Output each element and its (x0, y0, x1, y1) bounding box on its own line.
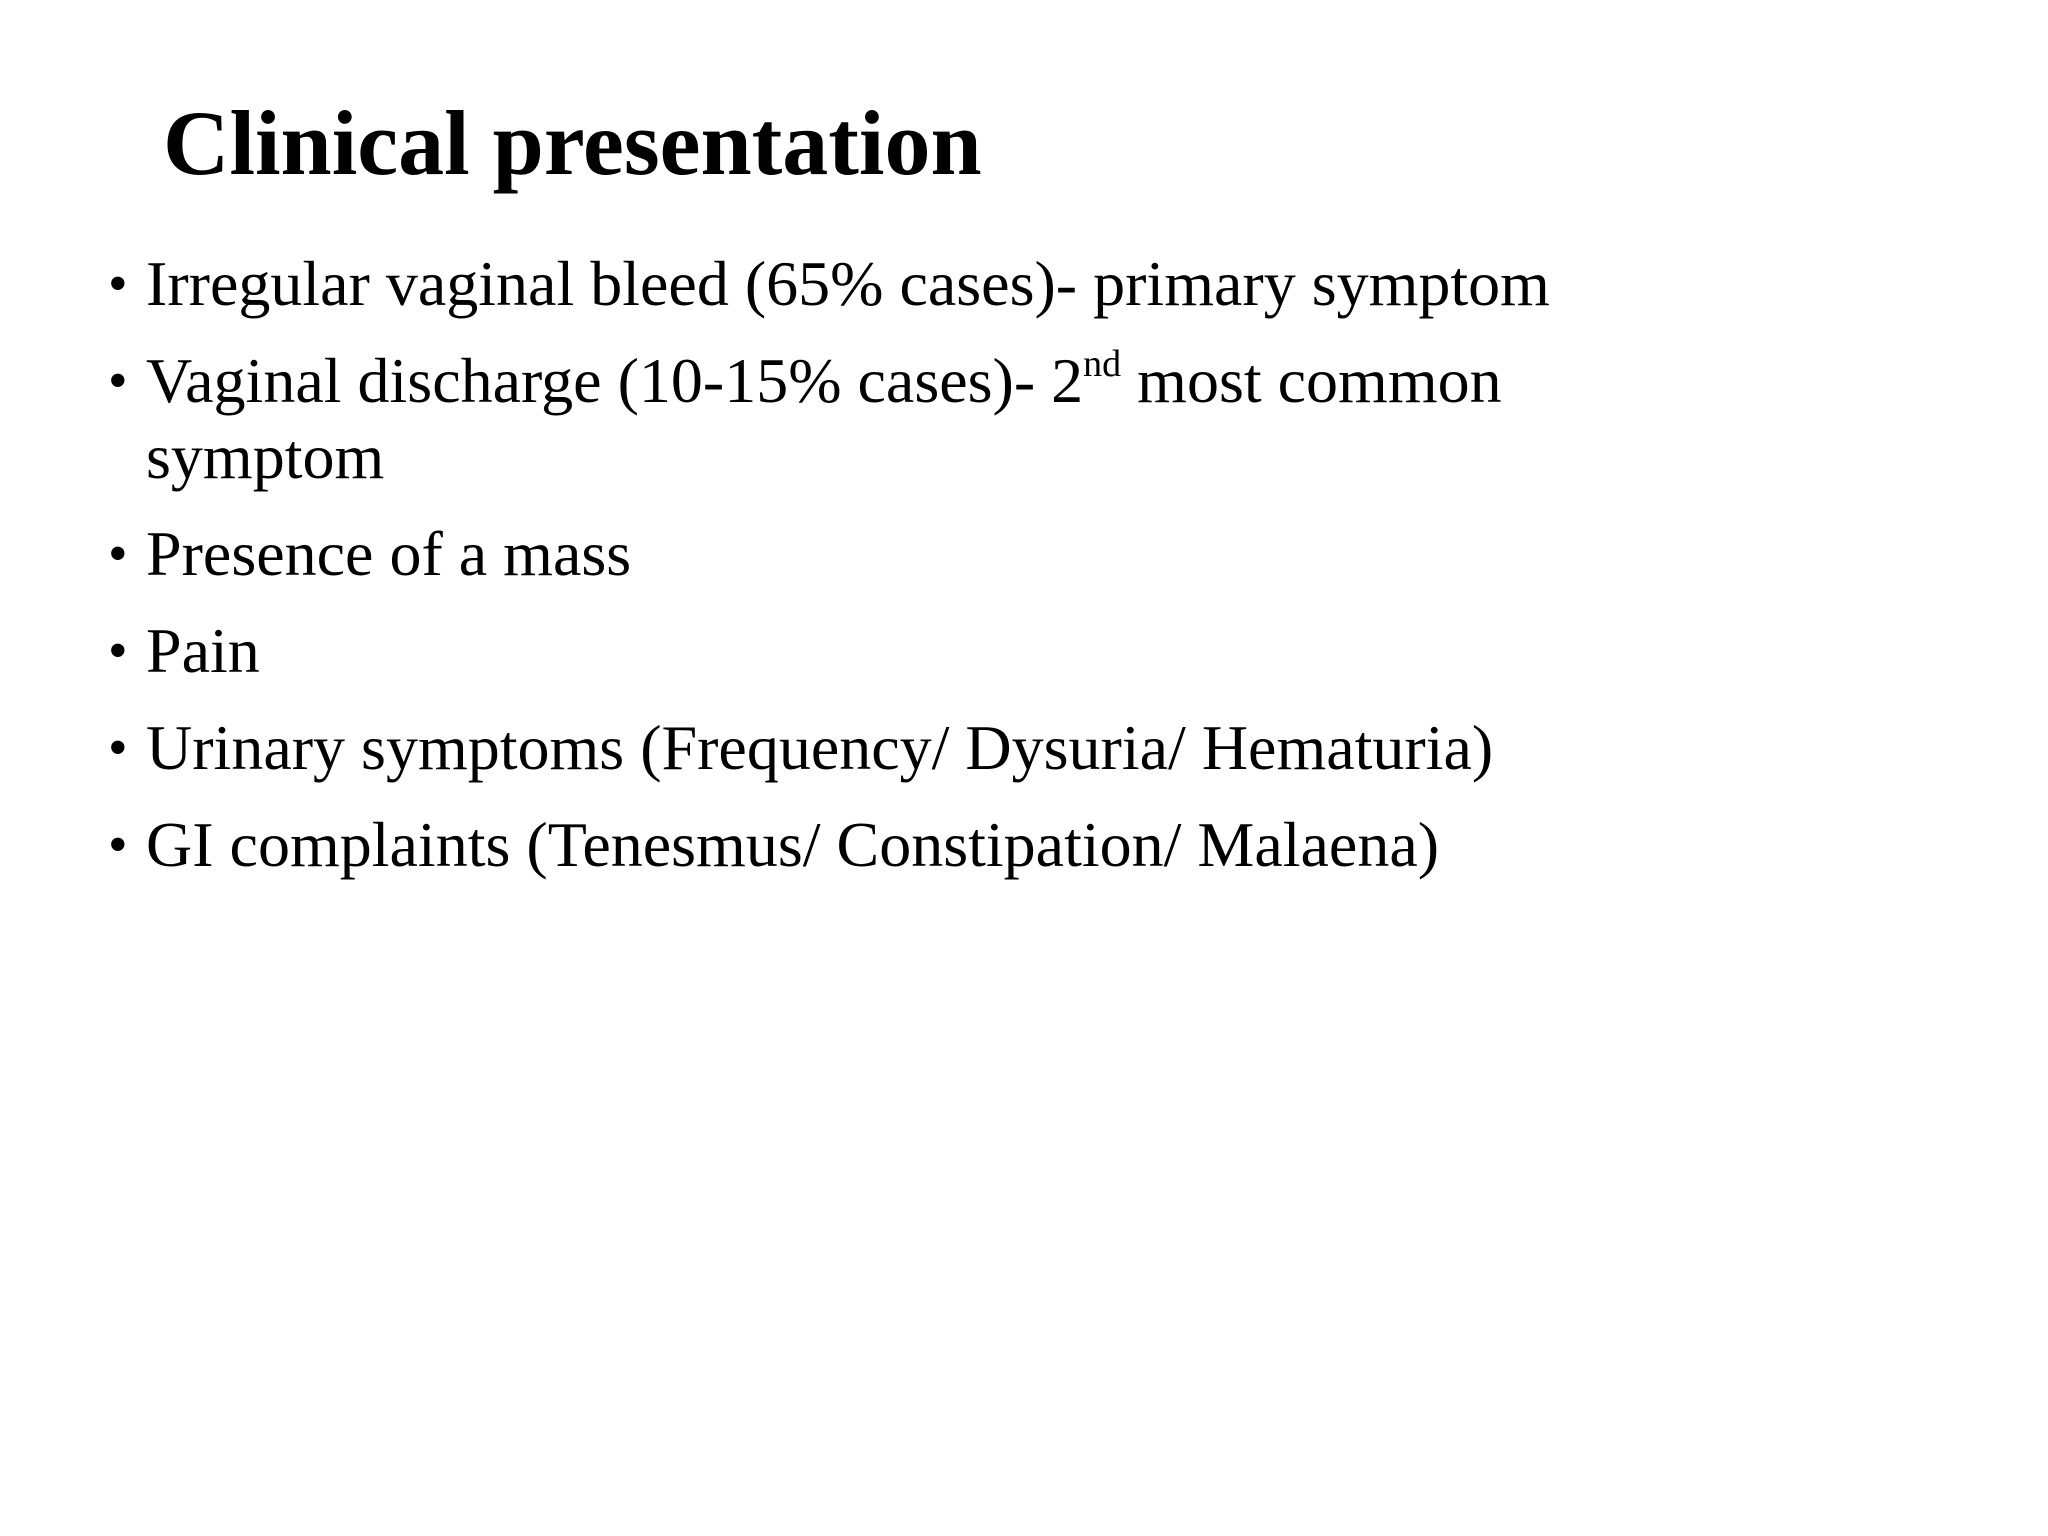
bullet-text: GI complaints (Tenesmus/ Constipation/ Malaena) (146, 809, 1440, 880)
bullet-item-bleeding (108, 246, 1708, 322)
bullet-item-mass (108, 516, 1708, 592)
bullet-text-part: Vaginal discharge (10-15% cases)- 2 (146, 345, 1084, 416)
bullet-icon: • (108, 814, 128, 876)
ordinal-superscript: nd (1083, 343, 1122, 385)
bullet-text (146, 345, 1502, 492)
bullet-item-gi (108, 807, 1708, 883)
bullet-icon: • (108, 717, 128, 779)
bullet-icon: • (108, 350, 128, 412)
bullet-icon: • (108, 253, 128, 315)
bullet-text: Urinary symptoms (Frequency/ Dysuria/ Hematuria) (146, 712, 1494, 783)
bullet-icon: • (108, 620, 128, 682)
bullet-item-pain (108, 613, 1708, 689)
slide-title: Clinical presentation (163, 92, 982, 194)
bullet-text: Presence of a mass (146, 518, 632, 589)
bullet-text: Irregular vaginal bleed (65% cases)- primary symptom (146, 248, 1550, 319)
bullet-icon: • (108, 523, 128, 585)
bullet-item-discharge (108, 343, 1708, 495)
bullet-item-urinary (108, 710, 1708, 786)
bullet-list (108, 246, 1708, 904)
bullet-text: Pain (146, 615, 260, 686)
bullet-text-part: most common symptom (146, 345, 1502, 492)
